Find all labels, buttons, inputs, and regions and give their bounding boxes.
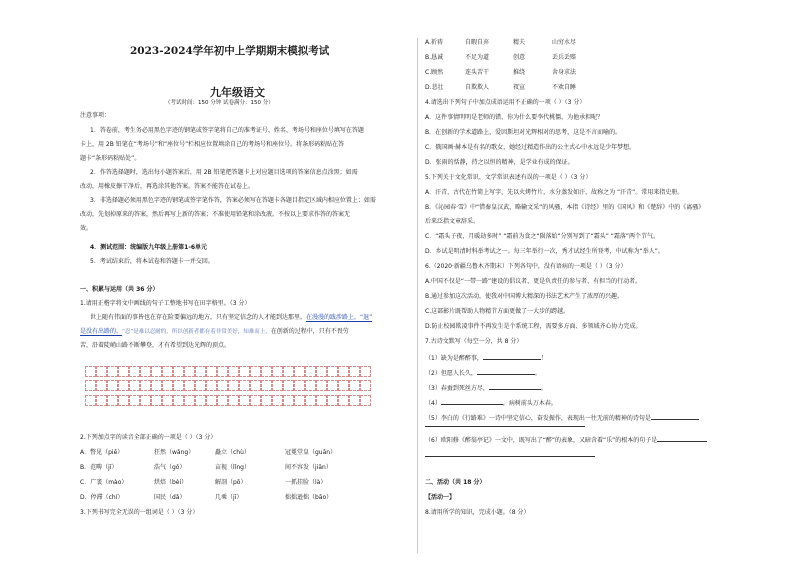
q2-option-d-1[interactable]: D．停滞（chí） [80, 494, 124, 501]
q7-item-6 [425, 435, 707, 445]
column-divider [417, 38, 418, 553]
notice-item3-line1: 3．非选择题必须用黑色字迹的钢笔或签字笔作答，答案必须写在答题卡各题目指定区域内相应位置上；如需 [90, 197, 376, 204]
q5-option-a[interactable]: A．汗青，古代在竹简上写字，先以火烤竹片，水分蒸发如汗，故称之为 “汗青”。常用来指史册。 [425, 189, 684, 196]
q3-option-d-4: 不欢自睡 [552, 84, 577, 91]
notice-item5: 5．考试结束后，将本试卷和答题卡一并交回。 [90, 258, 214, 265]
grid-cell[interactable] [96, 366, 107, 377]
q5-option-d[interactable]: D．乡试是明清时科举考试之一。每三年举行一次，秀才试经生所登考，中试称为“举人”。 [425, 248, 664, 255]
part1-heading: 一、积累与运用（共 36 分） [80, 286, 159, 293]
q6-option-b[interactable]: B.通过参加这次活动，使我对中国博大精深的书法艺术产生了浓厚的兴趣。 [425, 293, 624, 300]
exam-title: 2023-2024学年初中上学期期末模拟考试 [130, 45, 330, 57]
q3-option-c-1[interactable]: C.顾然 [425, 69, 444, 76]
grid-cell[interactable] [217, 395, 228, 406]
q6-option-a[interactable]: A.中国不仅是“一带一路”建设的倡议者，更是负责任的参与者、有担当的行动者。 [425, 278, 642, 285]
grid-cell[interactable] [316, 380, 327, 391]
grid-cell[interactable] [118, 395, 129, 406]
notice-item1-line3: 题卡“条形码粘贴处”。 [80, 155, 141, 162]
grid-cell[interactable] [140, 366, 151, 377]
question-1: 1.请用正楷字将文中画线的句子工整地书写在田字格里。（3 分） [80, 300, 251, 307]
grid-cell[interactable] [195, 366, 206, 377]
q1-passage-line3: 苦，沿着陡峭山路不断攀登，才有希望到达光辉的顶点。 [80, 342, 231, 349]
q7-item-3-end: 。 [540, 385, 547, 392]
q3-option-a-2: 自暇自弃 [465, 39, 490, 46]
grid-cell[interactable] [316, 366, 327, 377]
part2-heading: 二、活动（共 18 分） [425, 479, 486, 486]
grid-cell[interactable] [360, 395, 371, 406]
grid-cell[interactable] [129, 395, 140, 406]
grid-cell[interactable] [206, 366, 217, 377]
q2-option-a-2: 狂然（wǎng） [154, 449, 195, 456]
grid-cell[interactable] [151, 366, 162, 377]
grid-cell[interactable] [96, 395, 107, 406]
grid-cell[interactable] [96, 380, 107, 391]
q7-item-2-end: 。 [534, 370, 541, 377]
q3-option-a-1[interactable]: A.祈祷 [425, 39, 443, 46]
q1-passage-line1 [90, 314, 372, 322]
grid-cell[interactable] [360, 380, 371, 391]
grid-cell[interactable] [272, 380, 283, 391]
q1-passage-part-a: 世上随有伟面的事皆也在存在险要偏远的地方，只有坚定信念的人才能到达那里。 [90, 314, 307, 321]
q2-option-b-2: 浩气（gǒ） [154, 464, 186, 471]
grid-cell[interactable] [250, 380, 261, 391]
grid-cell[interactable] [173, 395, 184, 406]
grid-cell[interactable] [206, 380, 217, 391]
notice-item2-line2: 改动，用橡皮擦干净后，再选涂其他答案。答案不能答在试卷上。 [80, 183, 255, 190]
notice-item1-line2: 卡上，用 2B 铅笔在“考场号”和“座位号”栏相应位置填涂自己的考场号和座位号。将条形码粘贴在答 [80, 141, 345, 148]
grid-cell[interactable] [228, 380, 239, 391]
exam-time-info: （考试时间：150 分钟 试卷满分：150 分） [165, 100, 274, 106]
grid-cell[interactable] [107, 380, 118, 391]
grid-cell[interactable] [195, 395, 206, 406]
q7-item-6-line2 [425, 450, 595, 460]
grid-cell[interactable] [349, 366, 360, 377]
grid-cell[interactable] [129, 380, 140, 391]
q7-item-2 [425, 368, 541, 378]
question-5: 5.下列关于文化常识、文学常识表述有误的一项是（ ）（3 分） [425, 174, 592, 181]
notice-item2-line1: 2．作答选择题时，选出每小题答案后，用 2B 铅笔把答题卡上对应题目选项的答案信息点涂黑；如需 [90, 169, 358, 176]
question-4: 4.请选出下列句子中加点成语运用不正确的一项（ ）（3 分） [425, 99, 586, 106]
grid-cell[interactable] [217, 366, 228, 377]
q3-option-b-3: 创意 [513, 54, 526, 61]
grid-cell[interactable] [184, 366, 195, 377]
grid-cell[interactable] [239, 366, 250, 377]
notice-heading: 注意事项： [80, 112, 111, 119]
grid-cell[interactable] [338, 380, 349, 391]
q7-item-4 [425, 398, 557, 408]
q7-blank-6b[interactable] [425, 450, 595, 457]
grid-cell[interactable] [283, 366, 294, 377]
grid-cell[interactable] [107, 395, 118, 406]
grid-cell[interactable] [250, 395, 261, 406]
question-7: 7.古诗文默写（每空一分，共 8 分） [425, 338, 523, 345]
q2-option-b-1[interactable]: B．范畴（jī） [80, 464, 118, 471]
grid-cell[interactable] [272, 366, 283, 377]
q7-item-1-text: （1）缺为是醉醉事， [425, 355, 483, 362]
grid-cell[interactable] [85, 366, 96, 377]
q7-blank-5b[interactable] [425, 420, 585, 427]
grid-cell[interactable] [140, 380, 151, 391]
grid-cell[interactable] [327, 380, 338, 391]
grid-cell[interactable] [217, 380, 228, 391]
grid-cell[interactable] [162, 380, 173, 391]
q3-option-c-4: 舍身求法 [552, 69, 577, 76]
q7-blank-6a[interactable] [657, 435, 707, 442]
grid-cell[interactable] [239, 395, 250, 406]
grid-cell[interactable] [294, 380, 305, 391]
q1-passage-note: “忍”是难以忍耐的，所以创新者都有着非常美好，知难而上， [122, 329, 271, 335]
grid-cell[interactable] [151, 380, 162, 391]
grid-cell[interactable] [184, 380, 195, 391]
q7-item-5-text: （5）李白的《行路难》一诗中坚定信心，奋发振作，表现出一往无前的精神的诗句是 [425, 415, 651, 422]
q3-option-d-2: 自欺欺人 [465, 84, 490, 91]
q1-underlined-sentence-cont: 是没有出路的。 [80, 328, 123, 335]
grid-cell[interactable] [261, 366, 272, 377]
grid-cell[interactable] [118, 366, 129, 377]
grid-cell[interactable] [239, 380, 250, 391]
q7-item-3-text: （3）春蚕到死丝方尽， [425, 385, 489, 392]
question-6: 6.（2020·新疆乌鲁木齐期末）下列各句中，没有语病的一项是（ ）（3 分） [425, 263, 627, 270]
q1-passage-line2 [80, 328, 349, 336]
grid-cell[interactable] [250, 366, 261, 377]
q7-item-1 [425, 353, 547, 363]
q2-option-a-4: 冠冕堂皇（guān） [285, 449, 337, 456]
grid-cell[interactable] [261, 395, 272, 406]
q7-blank-1[interactable] [483, 353, 541, 360]
grid-cell[interactable] [338, 366, 349, 377]
grid-cell[interactable] [349, 380, 360, 391]
q4-option-a[interactable]: A．这件事情明明是老师的错，你为什么要李代桃僵，为他承担呢？ [425, 114, 604, 121]
q7-item-2-text: （2）但愿人长久， [425, 370, 477, 377]
grid-cell[interactable] [272, 395, 283, 406]
grid-cell[interactable] [261, 380, 272, 391]
exam-subject: 九年级语文 [210, 86, 265, 99]
grid-cell[interactable] [107, 366, 118, 377]
q3-option-b-2: 不足为道 [465, 54, 490, 61]
q7-item-1-end: ！ [540, 355, 547, 362]
q5-option-b[interactable]: B．《沁园春·雪》中“惜秦皇汉武，略输文采”的风骚，本指《诗经》里的《国风》和《楚辞》中的《离骚》 [425, 204, 705, 211]
q3-option-b-1[interactable]: B.恳诚 [425, 54, 444, 61]
grid-cell[interactable] [349, 395, 360, 406]
q7-item-4-text: （4） [425, 400, 441, 407]
question-8: 8.请用所学的知识，完成小题。（8 分） [425, 509, 530, 516]
grid-cell[interactable] [338, 395, 349, 406]
writing-grid-row-3[interactable] [85, 395, 371, 406]
q3-option-a-3: 精夫 [513, 39, 526, 46]
notice-item3-line2: 改动，先划掉原来的答案，然后再写上新的答案；不准使用铅笔和涂改液。不按以上要求作答的答案无 [80, 211, 351, 218]
q2-option-d-4: 拙拙逊拙（bāo） [285, 494, 333, 501]
grid-cell[interactable] [228, 366, 239, 377]
q3-option-b-4: 丢兵丢赔 [552, 54, 577, 61]
q2-option-c-2: 烘焙（bèi） [154, 479, 188, 486]
grid-cell[interactable] [305, 366, 316, 377]
q3-option-c-2: 连头苦干 [465, 69, 490, 76]
grid-cell[interactable] [151, 395, 162, 406]
grid-cell[interactable] [173, 366, 184, 377]
writing-grid[interactable] [85, 366, 375, 414]
grid-cell[interactable] [140, 395, 151, 406]
grid-cell[interactable] [195, 380, 206, 391]
question-3: 3.下列书写完全无误的一组词是（ ）（3 分） [80, 509, 199, 516]
q2-option-a-1[interactable]: A．瞥见（piē） [80, 449, 124, 456]
grid-cell[interactable] [129, 366, 140, 377]
grid-cell[interactable] [85, 380, 96, 391]
q6-option-c[interactable]: C.这部影片既帮助人物精节方面更做了一大步的跨越。 [425, 308, 570, 315]
q3-option-d-3: 衩宣 [513, 84, 526, 91]
q3-option-c-3: 推绕 [513, 69, 526, 76]
grid-cell[interactable] [85, 395, 96, 406]
grid-cell[interactable] [283, 380, 294, 391]
grid-cell[interactable] [206, 395, 217, 406]
q2-option-c-3: 解剖（pō） [215, 479, 247, 486]
notice-item3-line3: 效。 [80, 225, 93, 232]
writing-grid-row-1[interactable] [85, 366, 371, 377]
q4-option-d[interactable]: D．张雨的恬静，持之以恒的精神，是学业有成的保证。 [425, 159, 574, 166]
grid-cell[interactable] [162, 366, 173, 377]
q5-option-b-cont: 后来泛指文章辞采。 [425, 218, 480, 225]
grid-cell[interactable] [305, 395, 316, 406]
q4-option-b[interactable]: B．在创新的学术道路上，爱因斯坦对光辉相对的思考，这是不言而喻的。 [425, 129, 622, 136]
grid-cell[interactable] [327, 366, 338, 377]
q7-item-6-text: （6）欧阳修《醉翁亭记》一文中，既写出了“醉”的表象，又暗含着“乐”的根本的句子是 [425, 437, 658, 444]
q2-option-a-3: 矗立（chù） [215, 449, 250, 456]
q6-option-d[interactable]: D.防止校园欺凌事件不再发生是个系统工程，需要多方面、多领域齐心协力完成。 [425, 323, 642, 330]
q7-item-4-end: ，病树前头万木春。 [502, 400, 557, 407]
q2-option-d-2: 国民（dǎ） [154, 494, 186, 501]
grid-cell[interactable] [327, 395, 338, 406]
grid-cell[interactable] [118, 380, 129, 391]
notice-item4: 4．测试范围：统编版九年级上册第1-6单元 [90, 244, 208, 251]
q7-item-5-line2 [425, 420, 585, 430]
q1-passage-part-b: 在创新的过程中，只有不畏劳 [270, 328, 349, 335]
q1-underlined-sentence: 在漫漫的跋涉路上，“退” [306, 314, 373, 321]
q2-option-b-4: 间不容发（jiān） [285, 464, 332, 471]
grid-cell[interactable] [294, 395, 305, 406]
grid-cell[interactable] [228, 395, 239, 406]
q3-option-a-4: 山穷水尽 [552, 39, 577, 46]
grid-cell[interactable] [283, 395, 294, 406]
grid-cell[interactable] [162, 395, 173, 406]
grid-cell[interactable] [184, 395, 195, 406]
q7-blank-4[interactable] [441, 398, 503, 405]
writing-grid-row-2[interactable] [85, 380, 371, 391]
q2-option-d-3: 几乘（jī） [215, 494, 243, 501]
question-2: 2.下列加点字的读音全部正确的一项是（ ）（3 分） [80, 434, 217, 441]
activity-1-label: 【活动一】 [425, 494, 456, 501]
grid-cell[interactable] [305, 380, 316, 391]
q5-option-c[interactable]: C．“霜头子夜，月暖劫多时” “霜前为食之“陨落始”分别写到了“霜头” “霜落”两个节气。 [425, 233, 659, 240]
notice-item1-line1: 1．答卷前，考生务必用黑色字迹的钢笔或签字笔将自己的准考证号、姓名、考场号和座位号填写在答题 [90, 127, 364, 134]
q7-blank-3[interactable] [489, 383, 541, 390]
q2-option-c-4: 一抓挂脸（là） [285, 479, 327, 486]
grid-cell[interactable] [316, 395, 327, 406]
q7-item-3 [425, 383, 547, 393]
q7-blank-5a[interactable] [651, 413, 699, 420]
grid-cell[interactable] [294, 366, 305, 377]
q4-option-c[interactable]: C．俄国画·赫本是有名的歌女，她经过精造作出的公主式心中永远是少年梦想。 [425, 144, 636, 151]
q2-option-b-3: 亩视（lǐng） [215, 464, 250, 471]
grid-cell[interactable] [360, 366, 371, 377]
q2-option-c-1[interactable]: C．广袤（mào） [80, 479, 128, 486]
grid-cell[interactable] [173, 380, 184, 391]
q3-option-d-1[interactable]: D.悲壮 [425, 84, 444, 91]
q7-blank-2[interactable] [477, 368, 535, 375]
